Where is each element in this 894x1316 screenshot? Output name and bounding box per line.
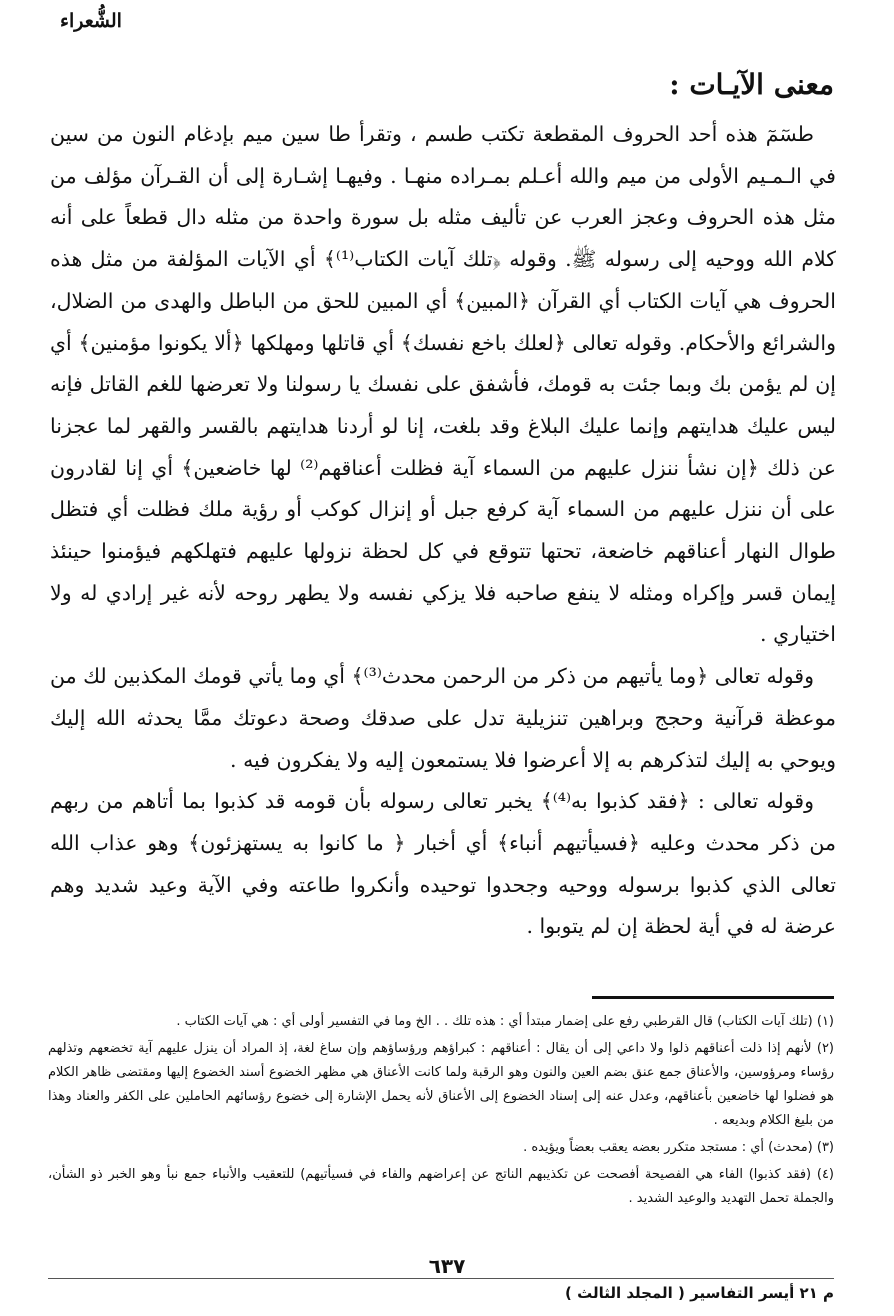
book-signature: م ٢١ أيسر التفاسير ( المجلد الثالث ) — [565, 1284, 834, 1302]
footnotes-block — [48, 1010, 834, 1214]
page-number: ٦٣٧ — [428, 1254, 466, 1278]
commentary-paragraph-1: طسٓمٓ هذه أحد الحروف المقطعة تكتب طسم ، وتقرأ طا سين ميم بإدغام النون من سين في الـمـيم الأولى من ميم والله أعـلم بمـراده منهـا . وفيهـا إشـارة إلى أن القـرآن مؤلف من مثل هذه الحروف وعجز العرب عن تأليف مثله بل سورة واحدة من مثله دال قطعاً على أنه كلام الله ووحيه إلى رسوله ﷺ. وقوله ﴿تلك آيات الكتاب⁽¹⁾﴾ أي الآيات المؤلفة من مثل هذه الحروف هي آيات الكتاب أي القرآن ﴿المبين﴾ أي المبين للحق من الباطل والهدى من الضلال، والشرائع والأحكام. وقوله تعالى ﴿لعلك باخع نفسك﴾ أي قاتلها ومهلكها ﴿ألا يكونوا مؤمنين﴾ أي إن لم يؤمن بك وبما جئت به قومك، فأشفق على نفسك يا رسولنا ولا تعرضها للغم القاتل فإنه ليس عليك هدايتهم وإنما عليك البلاغ وقد بلغت، إنا لو أردنا هدايتهم بالقسر والقهر لما عجزنا عن ذلك ﴿إن نشأ ننزل عليهم من السماء آية فظلت أعناقهم⁽²⁾ لها خاضعين﴾ أي إنا لقادرون على أن ننزل عليهم من السماء آية كرفع جبل أو إنزال كوكب أو رؤية ملك فظلت أي فتظل طوال النهار أعناقهم خاضعة، تحتها تتوقع في كل لحظة نزولها عليهم فتهلكهم فيؤمنوا حينئذ إيمان قسر وإكراه ومثله لا ينفع صاحبه فلا يزكي نفسه ولا يطهر روحه لأنه غير إرادي له ولا اختياري . — [50, 122, 837, 647]
footnote-2: (٢) لأنهم إذا ذلت أعناقهم ذلوا ولا داعي إلى أن يقال : أعناقهم : كبراؤهم ورؤساؤهم وإن ساغ لغة، إذ المراد أن ينزل عليهم آية تخضعهم وتذلهم رؤساء ومرؤوسين، والأعناق جمع عنق بضم العين والنون وهو الرقبة ولما كانت الأعناق هي مظهر الخضوع أسند الخضوع إليها ومقتضى ظاهر الكلام هو فضلوا لها خاضعين بأعناقهم، وعدل عنه إلى إسناد الخضوع إلى الأعناق لأنه يحمل الإشارة إلى خضوع رؤسائهم الحاملين على الكفر والعناد وهذا من بليغ الكلام وبديعه . — [48, 1041, 834, 1128]
footnote-1: (١) (تلك آيات الكتاب) قال القرطبي رفع على إضمار مبتدأ أي : هذه تلك . . الخ وما في التفسير أولى أي : هي آيات الكتاب . — [176, 1014, 834, 1029]
signature-separator — [48, 1278, 834, 1279]
footnote-separator — [592, 996, 834, 999]
commentary-body — [50, 114, 836, 948]
commentary-paragraph-2: وقوله تعالى ﴿وما يأتيهم من ذكر من الرحمن محدث⁽³⁾﴾ أي وما يأتي قومك المكذبين لك من موعظة قرآنية وحجج وبراهين تنزيلية تدل على صدقك وصحة دعوتك ممَّا يحدثه الله إليك ويوحي به إليك لتذكرهم به إلا أعرضوا فلا يستمعون إليه ولا يفكرون فيه . — [50, 664, 836, 772]
surah-running-head: الشُّعراء — [60, 10, 122, 32]
footnote-4: (٤) (فقد كذبوا) الفاء هي الفصيحة أفصحت عن تكذيبهم الناتج عن إعراضهم والفاء في فسيأتيهم) للتعقيب والأنباء جمع نبأ وهو الخبر ذو الشأن، والجملة تحمل التهديد والوعيد الشديد . — [48, 1167, 834, 1206]
footnote-3: (٣) (محدث) أي : مستجد متكرر بعضه يعقب بعضاً ويؤيده . — [523, 1140, 834, 1155]
commentary-paragraph-3: وقوله تعالى : ﴿فقد كذبوا به⁽⁴⁾﴾ يخبر تعالى رسوله بأن قومه قد كذبوا بما أتاهم من ربهم من ذكر محدث وعليه ﴿فسيأتيهم أنباء﴾ أي أخبار ﴿ ما كانوا به يستهزئون﴾ وهو عذاب الله تعالى الذي كذبوا برسوله ووحيه وجحدوا توحيده وأنكروا طاعته وفي الآية وعيد شديد وهم عرضة له في أية لحظة إن لم يتوبوا . — [50, 789, 836, 939]
section-heading: معنى الآيـات : — [669, 68, 834, 101]
